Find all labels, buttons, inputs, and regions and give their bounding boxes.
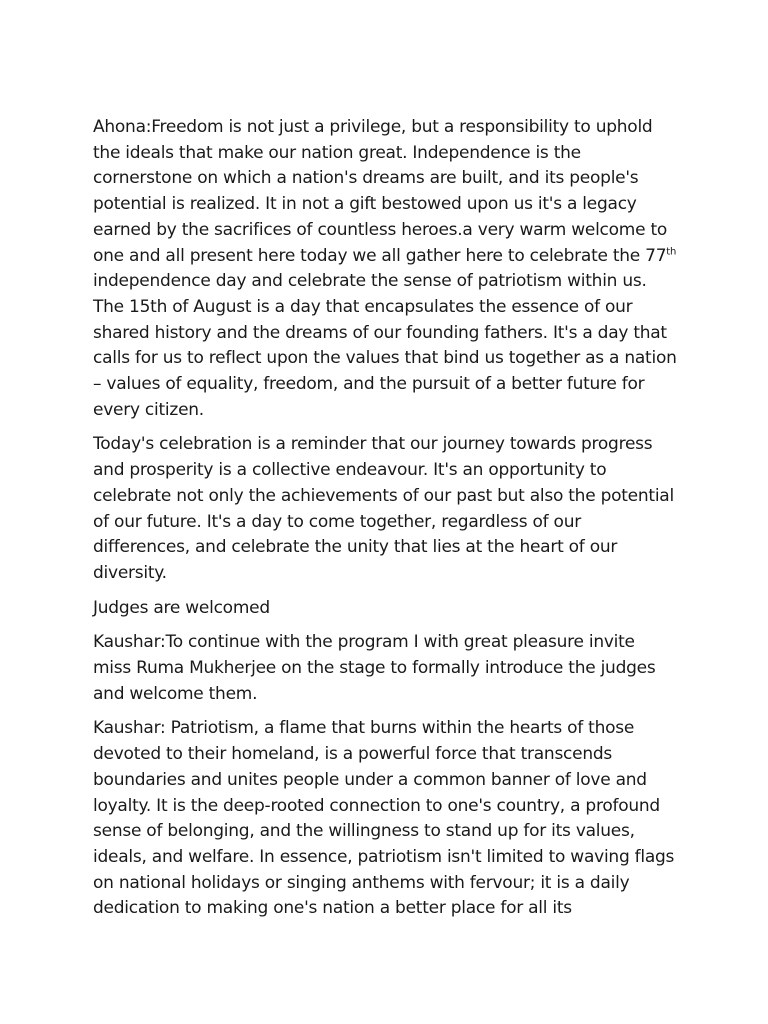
paragraph-kaushar-invite: Kaushar:To continue with the program I with great pleasure invite miss Ruma Mukherjee on the stage to formally introduce the judges and welcome them. [93,632,656,704]
paragraph-text-part-2: independence day and celebrate the sense of patriotism within us. The 15th of August is a day that encapsulates the essence of our shared history and the dreams of our founding fathers. It's a day that calls for us to reflect upon the values that bind us together as a nation – values of equality, freedom, and the pursuit of a better future for every citizen. [93,271,677,420]
paragraph-ahona-intro [93,115,677,423]
paragraph-judges-welcomed: Judges are welcomed [93,597,270,618]
document-body [93,115,677,931]
paragraph-celebration: Today's celebration is a reminder that our journey towards progress and prosperity is a collective endeavour. It's an opportunity to celebrate not only the achievements of our past but also the potential of our future. It's a day to come together, regardless of our differences, and celebrate the unity that lies at the heart of our diversity. [93,434,674,583]
paragraph-text-part-1: Ahona:Freedom is not just a privilege, but a responsibility to uphold the ideals that make our nation great. Independence is the cornerstone on which a nation's dreams are built, and its people's potential is realized. It in not a gift bestowed upon us it's a legacy earned by the sacrifices of countless heroes.a very warm welcome to one and all present here today we all gather here to celebrate the 77 [93,117,668,266]
ordinal-superscript: th [666,245,677,257]
paragraph-kaushar-patriotism: Kaushar: Patriotism, a flame that burns within the hearts of those devoted to their homeland, is a powerful force that transcends boundaries and unites people under a common banner of love and loyalty. It is the deep-rooted connection to one's country, a profound sense of belonging, and the willingness to stand up for its values, ideals, and welfare. In essence, patriotism isn't limited to waving flags on national holidays or singing anthems with fervour; it is a daily dedication to making one's nation a better place for all its [93,718,675,919]
